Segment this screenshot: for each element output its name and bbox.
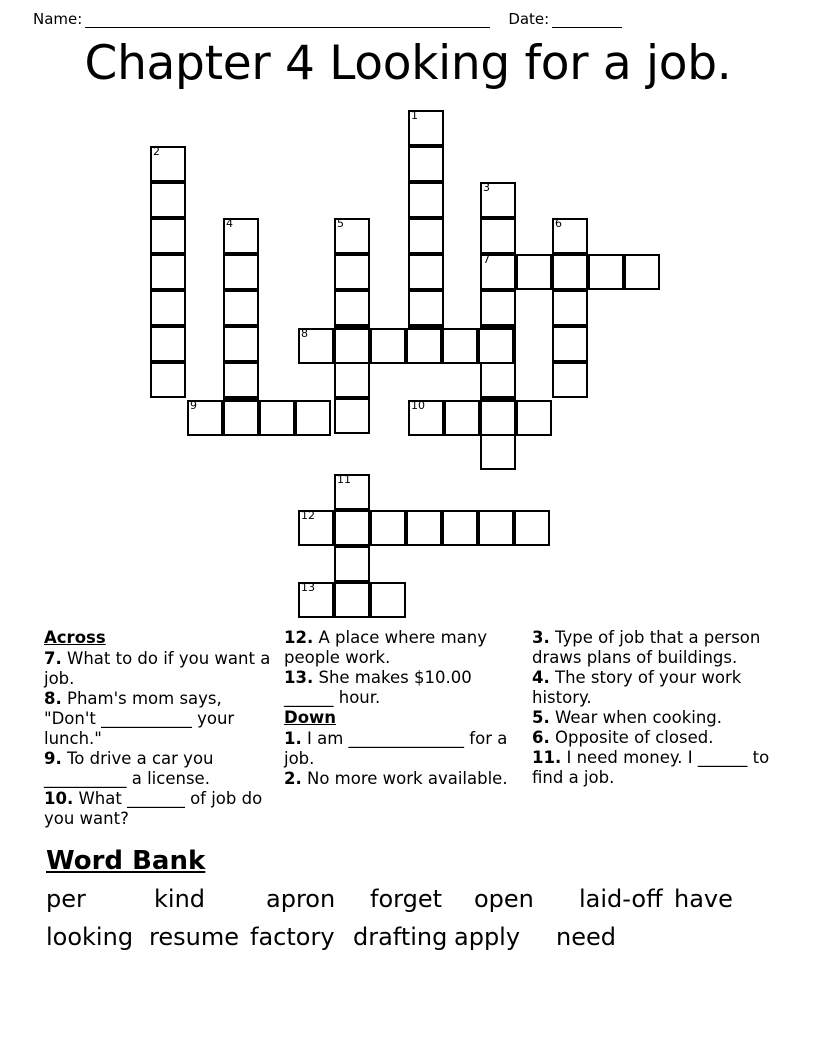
cell-number: 12	[301, 509, 315, 522]
word-bank-row	[46, 880, 766, 918]
word-bank-row	[46, 918, 766, 956]
crossword-cell[interactable]	[514, 510, 550, 546]
clue-text: The story of your work history.	[532, 668, 742, 707]
clue-number: 10.	[44, 789, 74, 808]
word-bank-word[interactable]: forget	[370, 885, 442, 913]
crossword-cell[interactable]	[150, 182, 186, 218]
clue-text: Opposite of closed.	[555, 728, 714, 747]
across-heading: Across	[44, 628, 106, 647]
clue-across-7	[44, 649, 272, 689]
clue-text: Type of job that a person draws plans of buildings.	[532, 628, 761, 667]
crossword-cell[interactable]	[223, 218, 259, 254]
crossword-cell[interactable]	[150, 362, 186, 398]
crossword-cell[interactable]	[334, 474, 370, 510]
word-bank-title: Word Bank	[46, 846, 206, 876]
clue-text: I am ______________ for a job.	[284, 729, 508, 768]
crossword-cell[interactable]	[478, 328, 514, 364]
crossword-cell[interactable]	[480, 254, 516, 290]
word-bank-word[interactable]: open	[474, 885, 534, 913]
crossword-cell[interactable]	[370, 582, 406, 618]
crossword-cell[interactable]	[406, 510, 442, 546]
word-bank-word[interactable]: drafting	[353, 923, 448, 951]
crossword-cell[interactable]	[223, 290, 259, 326]
crossword-cell[interactable]	[406, 328, 442, 364]
clue-text: A place where many people work.	[284, 628, 487, 667]
clues-column-1	[44, 628, 284, 829]
clue-number: 5.	[532, 708, 550, 727]
clue-down-6	[532, 728, 772, 748]
word-bank-word[interactable]: per	[46, 885, 86, 913]
crossword-cell[interactable]	[408, 290, 444, 326]
crossword-cell[interactable]	[624, 254, 660, 290]
crossword-cell[interactable]	[480, 218, 516, 254]
crossword-cell[interactable]	[334, 582, 370, 618]
clue-down-3	[532, 628, 772, 668]
clue-across-12	[284, 628, 520, 668]
clue-number: 4.	[532, 668, 550, 687]
cell-number: 5	[337, 217, 344, 230]
crossword-cell[interactable]	[298, 582, 334, 618]
crossword-cell[interactable]	[223, 400, 259, 436]
cell-number: 4	[226, 217, 233, 230]
clue-number: 12.	[284, 628, 314, 647]
clue-across-9	[44, 749, 272, 789]
word-bank-word[interactable]: factory	[250, 923, 335, 951]
crossword-cell[interactable]	[223, 326, 259, 362]
crossword-cell[interactable]	[516, 254, 552, 290]
crossword-cell[interactable]	[150, 326, 186, 362]
word-bank-word[interactable]: apply	[454, 923, 521, 951]
cell-number: 6	[555, 217, 562, 230]
cell-number: 8	[301, 327, 308, 340]
crossword-cell[interactable]	[259, 400, 295, 436]
clues-column-2	[284, 628, 532, 789]
crossword-cell[interactable]	[552, 362, 588, 398]
crossword-cell[interactable]	[223, 254, 259, 290]
crossword-cell[interactable]	[223, 362, 259, 398]
clue-down-1	[284, 729, 520, 769]
clue-text: Pham's mom says, "Don't ___________ your lunch."	[44, 689, 235, 748]
word-bank-word[interactable]: need	[556, 923, 616, 951]
clue-number: 3.	[532, 628, 550, 647]
page-title: Chapter 4 Looking for a job.	[84, 36, 732, 91]
crossword-cell[interactable]	[298, 510, 334, 546]
crossword-cell[interactable]	[150, 218, 186, 254]
crossword-cell[interactable]	[408, 110, 444, 146]
clue-number: 7.	[44, 649, 62, 668]
crossword-cell[interactable]	[150, 146, 186, 182]
word-bank-list	[46, 880, 766, 956]
crossword-cell[interactable]	[480, 434, 516, 470]
clue-text: Wear when cooking.	[555, 708, 723, 727]
clue-across-8	[44, 689, 272, 749]
cell-number: 2	[153, 145, 160, 158]
clue-down-4	[532, 668, 772, 708]
word-bank-word[interactable]: laid-off	[579, 885, 663, 913]
crossword-cell[interactable]	[442, 328, 478, 364]
crossword-cell[interactable]	[480, 182, 516, 218]
crossword-cell[interactable]	[150, 290, 186, 326]
clue-number: 8.	[44, 689, 62, 708]
word-bank-word[interactable]: looking	[46, 923, 134, 951]
cell-number: 9	[190, 399, 197, 412]
crossword-cell[interactable]	[552, 326, 588, 362]
crossword-cell[interactable]	[334, 254, 370, 290]
cell-number: 11	[337, 473, 351, 486]
clue-number: 13.	[284, 668, 314, 687]
crossword-cell[interactable]	[408, 182, 444, 218]
cell-number: 7	[483, 253, 490, 266]
clue-down-5	[532, 708, 772, 728]
crossword-cell[interactable]	[298, 328, 334, 364]
cell-number: 10	[411, 399, 425, 412]
word-bank-word[interactable]: resume	[149, 923, 239, 951]
word-bank-word[interactable]: have	[674, 885, 733, 913]
crossword-cell[interactable]	[588, 254, 624, 290]
crossword-cell[interactable]	[370, 328, 406, 364]
clue-text: What _______ of job do you want?	[44, 789, 263, 828]
crossword-cell[interactable]	[442, 510, 478, 546]
clue-down-2	[284, 769, 520, 789]
clue-down-11	[532, 748, 772, 788]
date-label: Date:	[508, 10, 550, 28]
crossword-cell[interactable]	[370, 510, 406, 546]
clues-column-3	[532, 628, 772, 788]
crossword-cell[interactable]	[334, 398, 370, 434]
crossword-cell[interactable]	[334, 328, 370, 364]
clues-section	[44, 628, 772, 829]
crossword-cell[interactable]	[408, 218, 444, 254]
clue-number: 2.	[284, 769, 302, 788]
cell-number: 1	[411, 109, 418, 122]
clue-number: 1.	[284, 729, 302, 748]
clue-text: What to do if you want a job.	[44, 649, 271, 688]
clue-text: To drive a car you __________ a license.	[44, 749, 214, 788]
crossword-cell[interactable]	[334, 218, 370, 254]
cell-number: 3	[483, 181, 490, 194]
down-heading: Down	[284, 708, 337, 727]
crossword-cell[interactable]	[408, 400, 444, 436]
crossword-cell[interactable]	[480, 400, 516, 436]
crossword-cell[interactable]	[334, 546, 370, 582]
crossword-cell[interactable]	[187, 400, 223, 436]
crossword-cell[interactable]	[552, 218, 588, 254]
crossword-cell[interactable]	[480, 362, 516, 398]
word-bank-word[interactable]: kind	[154, 885, 206, 913]
crossword-cell[interactable]	[444, 400, 480, 436]
word-bank-word[interactable]: apron	[266, 885, 336, 913]
crossword-cell[interactable]	[408, 254, 444, 290]
crossword-cell[interactable]	[516, 400, 552, 436]
crossword-cell[interactable]	[408, 146, 444, 182]
crossword-cell[interactable]	[334, 362, 370, 398]
clue-text: I need money. I ______ to find a job.	[532, 748, 770, 787]
crossword-cell[interactable]	[552, 290, 588, 326]
clue-text: No more work available.	[307, 769, 508, 788]
name-label: Name:	[33, 10, 83, 28]
crossword-cell[interactable]	[478, 510, 514, 546]
crossword-cell[interactable]	[295, 400, 331, 436]
crossword-cell[interactable]	[334, 290, 370, 326]
crossword-cell[interactable]	[334, 510, 370, 546]
clue-number: 9.	[44, 749, 62, 768]
crossword-cell[interactable]	[480, 290, 516, 326]
crossword-cell[interactable]	[552, 254, 588, 290]
clue-number: 6.	[532, 728, 550, 747]
cell-number: 13	[301, 581, 315, 594]
crossword-cell[interactable]	[150, 254, 186, 290]
clue-across-13	[284, 668, 520, 708]
clue-text: She makes $10.00 ______ hour.	[284, 668, 472, 707]
clue-number: 11.	[532, 748, 562, 767]
clue-across-10	[44, 789, 272, 829]
